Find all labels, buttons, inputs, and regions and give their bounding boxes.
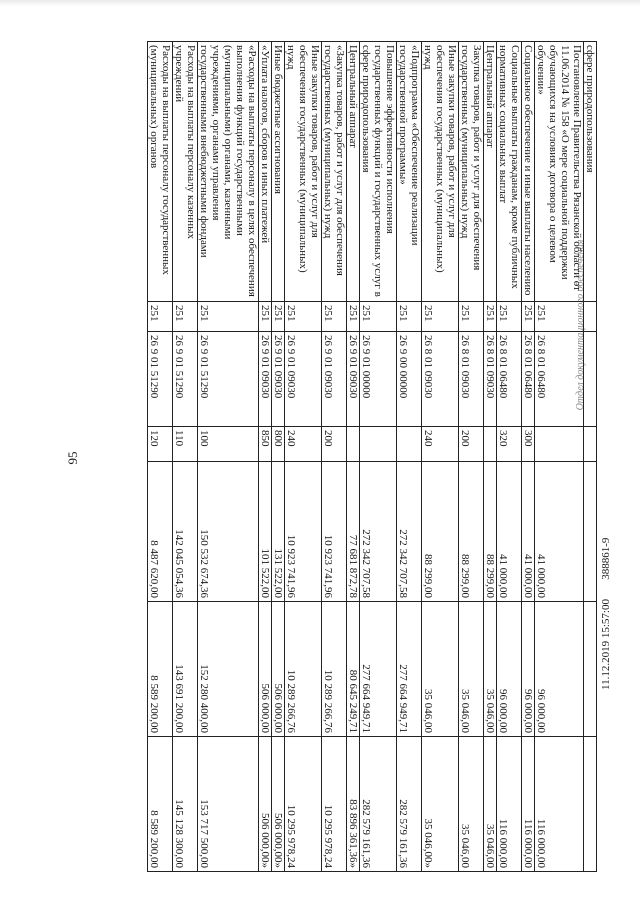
cell-year1: 8 487 620,00	[148, 462, 173, 602]
cell-type: 800	[272, 427, 285, 462]
table-row	[535, 42, 584, 872]
cell-ministry: 251	[522, 302, 535, 332]
cell-year2: 10 289 266,76	[322, 602, 347, 737]
cell-ministry: 251	[360, 302, 397, 332]
cell-program: 26 9 01 51290	[198, 332, 259, 427]
cell-ministry: 251	[198, 302, 259, 332]
cell-year1: 88 299,00	[422, 462, 459, 602]
cell-ministry: 251	[285, 302, 322, 332]
cell-type	[535, 427, 584, 462]
cell-program: 26 8 01 09030	[422, 332, 459, 427]
cell-program: 26 9 01 00000	[360, 332, 397, 427]
cell-year2: 506 000,00	[272, 602, 285, 737]
cell-year3: 35 046,00	[484, 737, 497, 872]
budget-table-container	[100, 41, 597, 871]
cell-year3: 35 046,00	[459, 737, 484, 872]
department-stamp: Отдел документационного обеспечения	[575, 239, 586, 411]
page-number: 95	[65, 451, 80, 465]
cell-type	[397, 427, 422, 462]
cell-ministry: 251	[259, 302, 272, 332]
cell-year3: 10 295 978,24	[285, 737, 322, 872]
cell-program: 26 9 01 09030	[322, 332, 347, 427]
cell-year3: 506 000,00»	[272, 737, 285, 872]
table-row	[347, 42, 360, 872]
cell-ministry: 251	[497, 302, 522, 332]
cell-year2: 506 000,00	[259, 602, 272, 737]
cell-year1: 10 923 741,96	[285, 462, 322, 602]
cell-year1: 41 000,00	[535, 462, 584, 602]
cell-year2: 152 280 400,00	[198, 602, 259, 737]
scan-edge	[0, 0, 640, 6]
cell-year1: 150 532 674,36	[198, 462, 259, 602]
cell-program: 26 8 01 06480	[535, 332, 584, 427]
cell-type: 120	[148, 427, 173, 462]
cell-year3	[584, 737, 597, 872]
cell-name: Центральный аппарат	[484, 42, 497, 302]
cell-type	[360, 427, 397, 462]
table-row	[198, 42, 259, 872]
cell-name: Центральный аппарат	[347, 42, 360, 302]
cell-year3: 116 000,00	[522, 737, 535, 872]
cell-program: 26 9 00 00000	[397, 332, 422, 427]
cell-name: Иные бюджетные ассигнования	[272, 42, 285, 302]
cell-year1: 77 681 872,78	[347, 462, 360, 602]
cell-year2: 277 664 949,71	[397, 602, 422, 737]
table-row	[148, 42, 173, 872]
cell-ministry: 251	[173, 302, 198, 332]
cell-type: 300	[522, 427, 535, 462]
cell-program: 26 9 01 09030	[272, 332, 285, 427]
cell-year2: 277 664 949,71	[360, 602, 397, 737]
cell-type: 110	[173, 427, 198, 462]
table-row	[360, 42, 397, 872]
cell-type: 240	[285, 427, 322, 462]
cell-year3: 506 000,00»	[259, 737, 272, 872]
cell-year1	[584, 462, 597, 602]
cell-ministry: 251	[535, 302, 584, 332]
cell-program: 26 9 01 09030	[347, 332, 360, 427]
cell-program: 26 8 01 06480	[497, 332, 522, 427]
cell-ministry: 251	[347, 302, 360, 332]
cell-year2: 96 000,00	[535, 602, 584, 737]
cell-name: «Подпрограмма «Обеспечение реализации государственной программы»	[397, 42, 422, 302]
cell-year2: 8 589 200,00	[148, 602, 173, 737]
cell-program	[584, 332, 597, 427]
footer	[600, 430, 612, 690]
cell-type: 200	[322, 427, 347, 462]
cell-ministry: 251	[148, 302, 173, 332]
cell-name: «Уплата налогов, сборов и иных платежей	[259, 42, 272, 302]
cell-name: Постановление Правительства Рязанской области от 11.06.2014 № 158 «О мере социальной поддержки обучающихся на условиях договора о целевом обучении»	[535, 42, 584, 302]
cell-year1: 272 342 707,58	[397, 462, 422, 602]
cell-year2: 96 000,00	[522, 602, 535, 737]
table-row	[322, 42, 347, 872]
cell-year1: 10 923 741,96	[322, 462, 347, 602]
cell-year2: 35 046,00	[459, 602, 484, 737]
cell-year1: 101 522,00	[259, 462, 272, 602]
cell-type: 100	[198, 427, 259, 462]
cell-year3: 145 128 300,00	[173, 737, 198, 872]
cell-year3: 83 896 361,36»	[347, 737, 360, 872]
cell-ministry: 251	[272, 302, 285, 332]
cell-program: 26 9 01 09030	[259, 332, 272, 427]
table-row	[422, 42, 459, 872]
cell-year1: 41 000,00	[497, 462, 522, 602]
cell-ministry: 251	[422, 302, 459, 332]
table-row	[259, 42, 272, 872]
cell-year3: 8 589 200,00	[148, 737, 173, 872]
table-row	[285, 42, 322, 872]
cell-year3: 282 579 161,36	[360, 737, 397, 872]
table-row	[484, 42, 497, 872]
cell-year1: 272 342 707,58	[360, 462, 397, 602]
cell-year3: 10 295 978,24	[322, 737, 347, 872]
cell-type: 850	[259, 427, 272, 462]
cell-name: Социальное обеспечение и иные выплаты населению	[522, 42, 535, 302]
cell-name: «Закупка товаров, работ и услуг для обеспечения государственных (муниципальных) нужд	[322, 42, 347, 302]
cell-name: «Расходы на выплаты персоналу в целях обеспечения выполнения функций государственными (муниципальными) органами, казенными учреждениями, органами управления государственными внебюджетными фондами	[198, 42, 259, 302]
cell-type: 200	[459, 427, 484, 462]
table-row	[397, 42, 422, 872]
footer-timestamp: 11.12.2019 15:57:00	[600, 599, 612, 690]
cell-name: Расходы на выплаты персоналу казенных учреждений	[173, 42, 198, 302]
cell-ministry: 251	[397, 302, 422, 332]
cell-type	[584, 427, 597, 462]
cell-type: 320	[497, 427, 522, 462]
cell-ministry: 251	[484, 302, 497, 332]
cell-ministry: 251	[459, 302, 484, 332]
cell-program: 26 8 01 06480	[522, 332, 535, 427]
cell-year3: 153 717 500,00	[198, 737, 259, 872]
cell-year1: 88 299,00	[459, 462, 484, 602]
table-body	[148, 42, 597, 872]
table-row	[272, 42, 285, 872]
cell-year2: 96 000,00	[497, 602, 522, 737]
cell-ministry	[584, 302, 597, 332]
cell-program: 26 8 01 09030	[459, 332, 484, 427]
cell-name: Иные закупки товаров, работ и услуг для обеспечения государственных (муниципальных) нужд	[422, 42, 459, 302]
table-row	[459, 42, 484, 872]
cell-year2	[584, 602, 597, 737]
cell-name: Иные закупки товаров, работ и услуг для обеспечения государственных (муниципальных) нужд	[285, 42, 322, 302]
cell-type	[484, 427, 497, 462]
cell-year2: 143 691 200,00	[173, 602, 198, 737]
cell-year3: 35 046,00»	[422, 737, 459, 872]
cell-name: Повышение эффективности исполнения государственных функций и государственных услуг в сфере природопользования	[360, 42, 397, 302]
cell-year1: 88 299,00	[484, 462, 497, 602]
cell-year3: 116 000,00	[497, 737, 522, 872]
cell-type: 240	[422, 427, 459, 462]
cell-ministry: 251	[322, 302, 347, 332]
cell-year3: 116 000,00	[535, 737, 584, 872]
cell-program: 26 9 01 09030	[285, 332, 322, 427]
cell-program: 26 9 01 51290	[173, 332, 198, 427]
cell-year1: 142 045 054,36	[173, 462, 198, 602]
cell-program: 26 9 01 51290	[148, 332, 173, 427]
cell-year1: 131 522,00	[272, 462, 285, 602]
budget-table	[147, 41, 597, 872]
cell-year2: 35 046,00	[422, 602, 459, 737]
cell-name: Расходы на выплаты персоналу государственных (муниципальных) органов	[148, 42, 173, 302]
cell-name: Закупка товаров, работ и услуг для обеспечения государственных (муниципальных) нужд	[459, 42, 484, 302]
table-row	[497, 42, 522, 872]
cell-name: сфере природопользования	[584, 42, 597, 302]
cell-year2: 80 645 249,71	[347, 602, 360, 737]
cell-program: 26 8 01 09030	[484, 332, 497, 427]
cell-year1: 41 000,00	[522, 462, 535, 602]
cell-type	[347, 427, 360, 462]
table-row	[522, 42, 535, 872]
table-row	[173, 42, 198, 872]
cell-year2: 35 046,00	[484, 602, 497, 737]
footer-doc-id: 388861-9	[600, 537, 612, 580]
cell-name: Социальные выплаты гражданам, кроме публичных нормативных социальных выплат	[497, 42, 522, 302]
table-row	[584, 42, 597, 872]
cell-year3: 282 579 161,36	[397, 737, 422, 872]
cell-year2: 10 289 266,76	[285, 602, 322, 737]
